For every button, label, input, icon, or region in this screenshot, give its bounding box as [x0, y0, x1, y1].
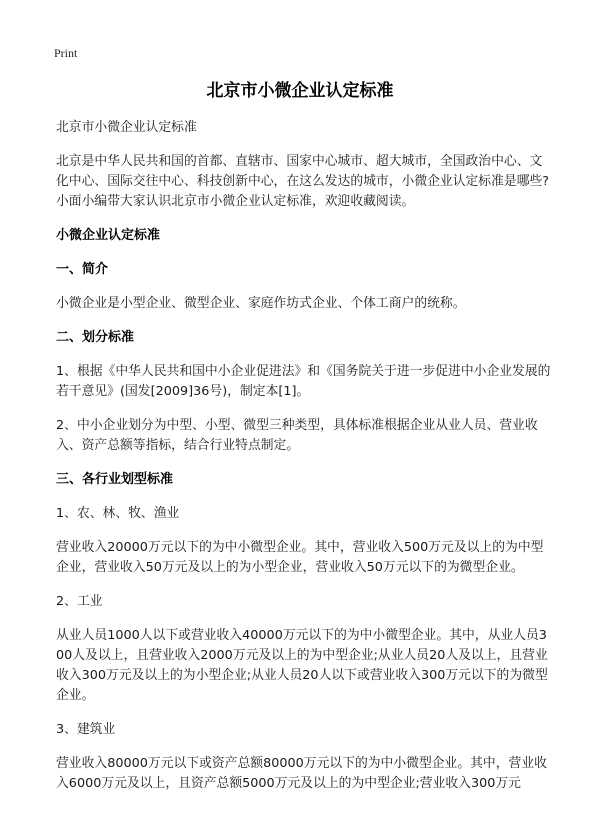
intro-paragraph: 北京是中华人民共和国的首都、直辖市、国家中心城市、超大城市，全国政治中心、文化中心、国际交往中心、科技创新中心，在这么发达的城市，小微企业认定标准是哪些?小面小编带大家认识北京市小微企业认定标准，欢迎收藏阅读。 — [56, 154, 550, 209]
section3-sub1-title: 1、农、林、牧、渔业 — [56, 506, 180, 521]
section1-paragraph: 小微企业是小型企业、微型企业、家庭作坊式企业、个体工商户的统称。 — [56, 296, 466, 311]
section2-paragraph-2: 2、中小企业划分为中型、小型、微型三种类型，具体标准根据企业从业人员、营业收入、资产总额等指标，结合行业特点制定。 — [56, 418, 538, 453]
section3-heading: 三、各行业划型标准 — [56, 472, 174, 487]
section3-sub2-title: 2、工业 — [56, 594, 103, 609]
page-title: 北京市小微企业认定标准 — [206, 81, 394, 101]
section-main-heading: 小微企业认定标准 — [56, 228, 161, 243]
section1-heading: 一、简介 — [56, 262, 109, 277]
section3-sub1-paragraph: 营业收入20000万元以下的为中小微型企业。其中，营业收入500万元及以上的为中型企业，营业收入50万元及以上的为小型企业，营业收入50万元以下的为微型企业。 — [56, 540, 544, 575]
section2-paragraph-1: 1、根据《中华人民共和国中小企业促进法》和《国务院关于进一步促进中小企业发展的若干意见》(国发[2009]36号)，制定本[1]。 — [56, 364, 551, 399]
section3-sub3-paragraph: 营业收入80000万元以下或资产总额80000万元以下的为中小微型企业。其中，营业收入6000万元及以上，且资产总额5000万元及以上的为中型企业;营业收入300万元 — [56, 756, 547, 791]
document-body — [56, 118, 552, 808]
subtitle: 北京市小微企业认定标准 — [56, 120, 197, 135]
print-label: Print — [54, 46, 78, 60]
section3-sub2-paragraph: 从业人员1000人以下或营业收入40000万元以下的为中小微型企业。其中，从业人员300人及以上，且营业收入2000万元及以上的为中型企业;从业人员20人及以上，且营业收入300万元及以上的为小型企业;从业人员20人以下或营业收入300万元以下的为微型企业。 — [56, 628, 548, 703]
section3-sub3-title: 3、建筑业 — [56, 722, 116, 737]
section2-heading: 二、划分标准 — [56, 330, 135, 345]
